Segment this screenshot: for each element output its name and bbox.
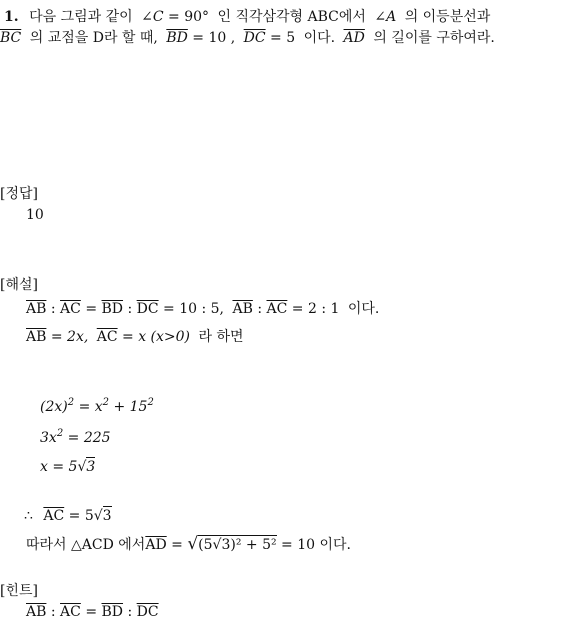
angle-c: ∠C (141, 9, 164, 25)
exponent: 2 (102, 397, 110, 408)
colon: : (127, 604, 133, 620)
segment-bc: $\overline{BC}$ (0, 30, 22, 46)
segment-ac: $\overline{AC}$ (43, 508, 65, 524)
angle-a: ∠A (374, 9, 397, 25)
exponent: 2 (147, 397, 154, 408)
segment-dc: $\overline{DC}$ (136, 604, 159, 620)
therefore-symbol: ∴ (24, 508, 33, 524)
equation-3 (40, 459, 95, 475)
hint-line (26, 604, 159, 620)
answer-value: 10 (26, 207, 44, 223)
radicand: 3 (102, 508, 112, 524)
solution-line-1 (26, 298, 379, 318)
colon: : (257, 301, 263, 317)
equals: = (171, 537, 183, 553)
colon: : (50, 604, 56, 620)
eq-rhs: + 15 (113, 399, 148, 415)
equation-1 (40, 399, 154, 415)
equation-2 (40, 430, 111, 446)
problem-text: 인 직각삼각형 ABC에서 (217, 9, 366, 25)
therefore-line (24, 508, 112, 524)
solution-heading: [해설] (0, 277, 38, 293)
solution-line-2 (26, 326, 244, 346)
dc-value: = 5 (270, 30, 296, 46)
problem-text: 의 이등분선과 (404, 9, 491, 25)
exponent: 2 (56, 428, 64, 439)
segment-ac: $\overline{AC}$ (96, 329, 118, 345)
segment-ac: $\overline{AC}$ (266, 301, 288, 317)
radicand: 3 (86, 459, 96, 475)
sqrt-symbol: √ (93, 508, 103, 524)
eq-rhs: = 225 (67, 430, 111, 446)
ratio-value: = 10 : 5, (163, 301, 225, 317)
problem-text: 의 길이를 구하여라. (373, 30, 495, 46)
answer-heading: [정답] (0, 186, 38, 202)
ac-expression: = x (x>0) (122, 329, 191, 345)
hint-heading: [힌트] (0, 583, 38, 599)
colon: : (127, 301, 133, 317)
problem-number: 1. (4, 9, 19, 25)
sqrt-symbol: √ (77, 459, 87, 475)
segment-dc: $\overline{DC}$ (136, 301, 159, 317)
segment-ab: $\overline{AB}$ (26, 604, 47, 620)
segment-bd: $\overline{BD}$ (101, 301, 124, 317)
segment-ab: $\overline{AB}$ (232, 301, 253, 317)
equals: = (85, 604, 98, 620)
sentence-end: 라 하면 (198, 329, 244, 345)
segment-ab: $\overline{AB}$ (26, 329, 47, 345)
eq-mid: = x (78, 399, 103, 415)
segment-ac: $\overline{AC}$ (60, 604, 81, 620)
final-line (26, 534, 351, 554)
segment-ac: $\overline{AC}$ (60, 301, 81, 317)
sentence-end: 이다. (347, 301, 380, 317)
problem-text: 이다. (303, 30, 336, 46)
equals: = (85, 301, 98, 317)
segment-bd: $\overline{BD}$ (166, 30, 188, 46)
exponent: 2 (67, 397, 75, 408)
ab-expression: = 2x, (50, 329, 89, 345)
angle-value: = 90° (168, 9, 210, 25)
radicand: (5√3)² + 5² (198, 537, 277, 553)
equals-value: = 5 (68, 508, 94, 524)
segment-bd: $\overline{BD}$ (101, 604, 124, 620)
colon: : (50, 301, 56, 317)
problem-line-1 (4, 6, 490, 26)
problem-text: 의 교점을 D라 할 때, (29, 30, 158, 46)
sqrt-symbol: √ (187, 534, 199, 554)
eq-lhs: x = 5 (40, 459, 78, 475)
eq-lhs: (2x) (40, 399, 68, 415)
problem-text: 다음 그림과 같이 (29, 9, 133, 25)
ratio-value: = 2 : 1 (291, 301, 340, 317)
problem-line-2 (0, 27, 495, 47)
bd-value: = 10 , (192, 30, 236, 46)
segment-ad: $\overline{AD}$ (343, 30, 365, 46)
final-text: 따라서 △ACD 에서 (26, 537, 146, 553)
final-result: = 10 이다. (281, 537, 351, 553)
segment-ab: $\overline{AB}$ (26, 301, 47, 317)
segment-ad: $\overline{AD}$ (145, 537, 167, 553)
segment-dc: $\overline{DC}$ (243, 30, 266, 46)
eq-lhs: 3x (40, 430, 57, 446)
